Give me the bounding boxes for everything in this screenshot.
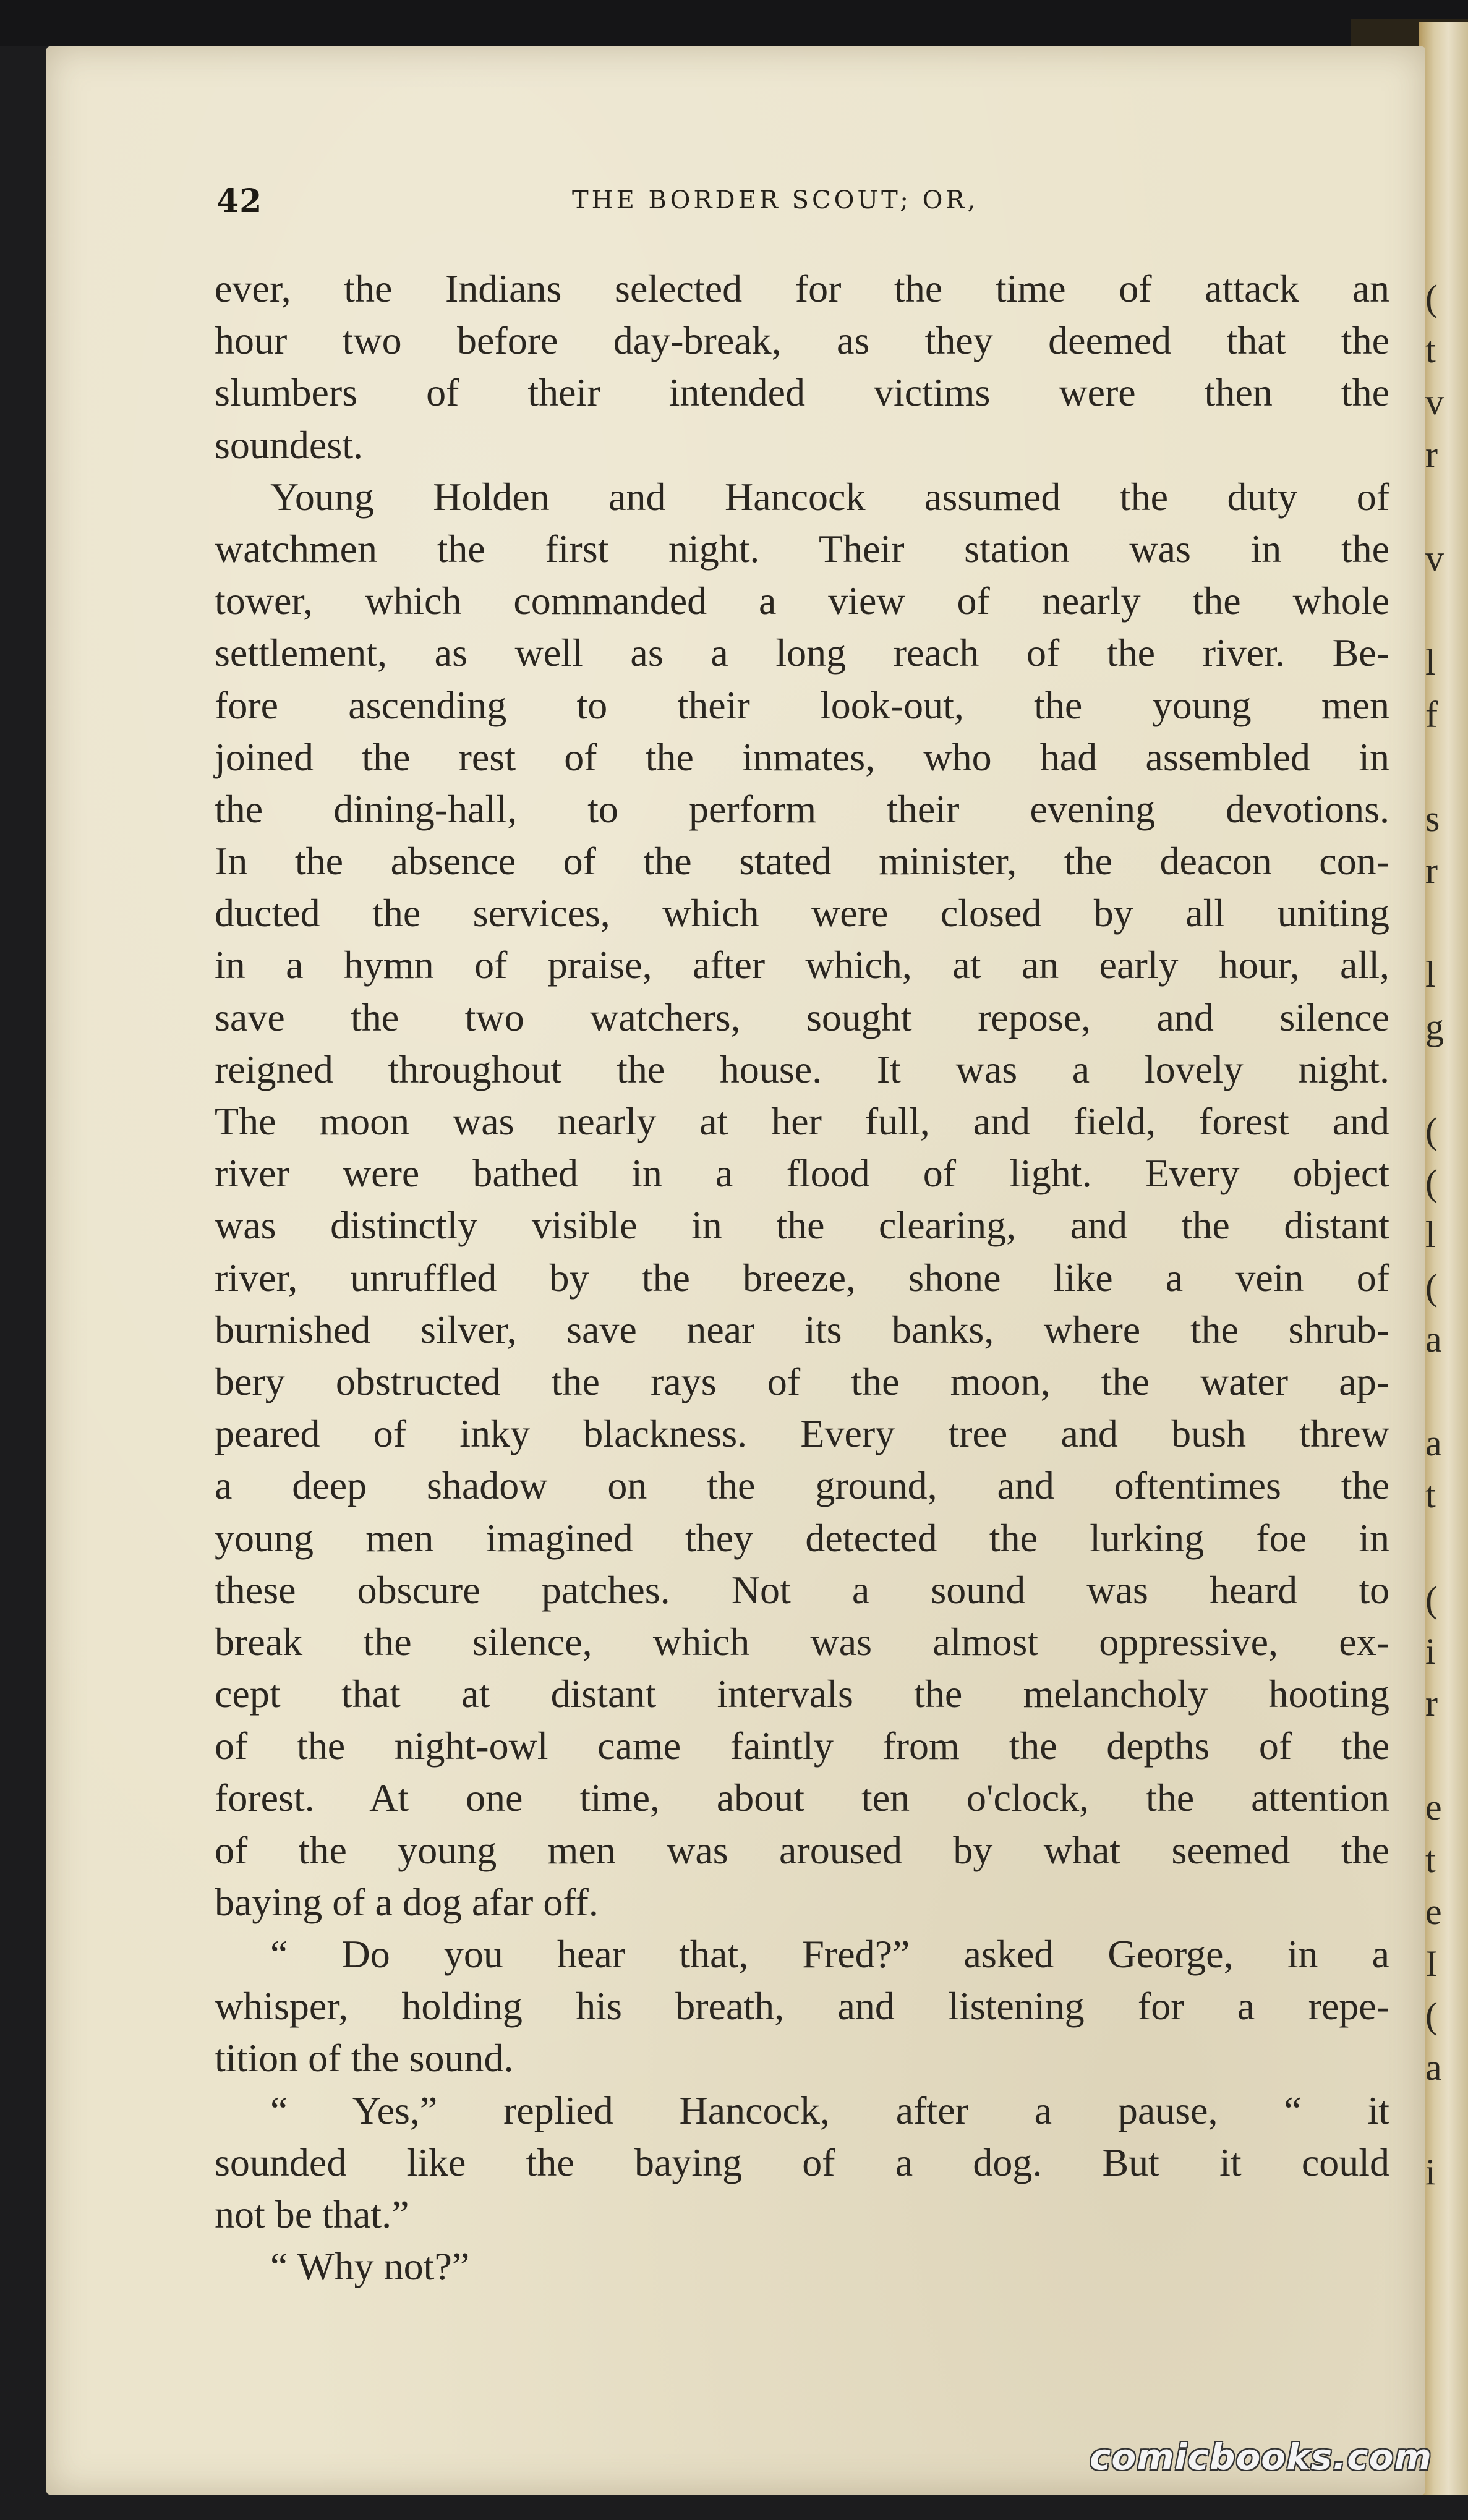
text-line: of the young men was aroused by what seemed the (215, 1828, 1389, 1872)
text-line: joined the rest of the inmates, who had assembled in (215, 734, 1389, 779)
text-line: forest. At one time, about ten o'clock, the attention (215, 1776, 1389, 1820)
scan-backdrop (0, 0, 1468, 46)
text-line: Young Holden and Hancock assumed the duty of (270, 474, 1389, 519)
margin-char (1425, 584, 1462, 636)
margin-char (1425, 741, 1462, 793)
text-line: young men imagined they detected the lurking foe in (215, 1515, 1389, 1560)
margin-char: e (1425, 1787, 1442, 1828)
facing-page-margin (1425, 272, 1462, 2198)
running-title: THE BORDER SCOUT; OR, (572, 186, 979, 215)
margin-char: e (1425, 1891, 1442, 1932)
text-line: fore ascending to their look-out, the young men (215, 683, 1389, 727)
text-line: the dining-hall, to perform their evening devotions. (215, 786, 1389, 831)
margin-char: i (1425, 2151, 1436, 2192)
text-line: tower, which commanded a view of nearly the whole (215, 579, 1389, 623)
margin-char: t (1425, 330, 1436, 371)
text-line: a deep shadow on the ground, and oftentimes the (215, 1463, 1389, 1508)
text-line: In the absence of the stated minister, the deacon con- (215, 839, 1389, 883)
text-line: river, unruffled by the breeze, shone like a vein of (215, 1255, 1389, 1300)
margin-char (1425, 1522, 1462, 1573)
margin-char: I (1425, 1943, 1438, 1984)
text-line: save the two watchers, sought repose, and silence (215, 995, 1389, 1039)
margin-char: v (1425, 537, 1444, 579)
margin-char: ( (1425, 1110, 1438, 1151)
text-line: ducted the services, which were closed by all uniting (215, 891, 1389, 935)
margin-char: ( (1425, 278, 1438, 318)
margin-char: l (1425, 1214, 1436, 1256)
text-line: The moon was nearly at her full, and field, forest and (215, 1099, 1389, 1143)
margin-char: r (1425, 1683, 1438, 1724)
text-line: settlement, as well as a long reach of the river. Be- (215, 631, 1389, 675)
margin-char: ( (1425, 1995, 1438, 2037)
margin-char: v (1425, 381, 1444, 423)
margin-char: l (1425, 954, 1436, 995)
page-number: 42 (216, 182, 263, 220)
text-line: sounded like the baying of a dog. But it could (215, 2140, 1389, 2184)
text-line: hour two before day-break, as they deemed that the (215, 318, 1389, 363)
text-line: burnished silver, save near its banks, where the shrub- (215, 1307, 1389, 1352)
margin-char (1425, 1729, 1462, 1781)
text-line: was distinctly visible in the clearing, and the distant (215, 1203, 1389, 1248)
text-line: break the silence, which was almost oppressive, ex- (215, 1619, 1389, 1664)
text-line: “ Do you hear that, Fred?” asked George, in a (270, 1932, 1389, 1976)
text-line: slumbers of their intended victims were then the (215, 370, 1389, 415)
margin-char (1425, 480, 1462, 532)
margin-char: l (1425, 642, 1436, 683)
margin-char (1425, 896, 1462, 948)
text-line: cept that at distant intervals the melancholy hooting (215, 1672, 1389, 1716)
text-line: baying of a dog afar off. (215, 1879, 599, 1924)
margin-char: i (1425, 1630, 1436, 1672)
text-line: in a hymn of praise, after which, at an early hour, all, (215, 943, 1389, 987)
running-head (216, 182, 1391, 232)
watermark-logo: comicbooks.com (1090, 2436, 1432, 2478)
text-line: peared of inky blackness. Every tree and bush threw (215, 1411, 1389, 1456)
text-line: watchmen the first night. Their station was in the (215, 526, 1389, 571)
margin-char: ( (1425, 1578, 1438, 1620)
margin-char (1425, 1053, 1462, 1105)
text-line: “ Why not?” (270, 2244, 470, 2289)
margin-char: r (1425, 850, 1438, 892)
margin-char: ( (1425, 1266, 1438, 1308)
text-line: of the night-owl came faintly from the depths of the (215, 1724, 1389, 1768)
text-line: reigned throughout the house. It was a lovely night. (215, 1047, 1389, 1091)
margin-char: a (1425, 1318, 1442, 1360)
margin-char: a (1425, 1423, 1442, 1464)
margin-char: s (1425, 798, 1440, 839)
margin-char (1425, 2094, 1462, 2146)
text-line: soundest. (215, 422, 363, 467)
text-line: not be that.” (215, 2192, 409, 2236)
margin-char: g (1425, 1006, 1444, 1047)
text-line: “ Yes,” replied Hancock, after a pause, “ it (270, 2088, 1389, 2132)
margin-char: t (1425, 1475, 1436, 1516)
body-text (215, 263, 1389, 2292)
margin-char: f (1425, 694, 1438, 735)
text-line: bery obstructed the rays of the moon, the water ap- (215, 1359, 1389, 1403)
text-line: these obscure patches. Not a sound was heard to (215, 1567, 1389, 1612)
margin-char: r (1425, 433, 1438, 475)
text-line: ever, the Indians selected for the time of attack an (215, 266, 1389, 310)
text-line: river were bathed in a flood of light. Every object (215, 1151, 1389, 1196)
margin-char (1425, 1365, 1462, 1417)
text-line: tition of the sound. (215, 2036, 514, 2080)
margin-char: a (1425, 2047, 1442, 2088)
text-line: whisper, holding his breath, and listening for a repe- (215, 1984, 1389, 2028)
margin-char: ( (1425, 1162, 1438, 1204)
margin-char: t (1425, 1839, 1436, 1880)
